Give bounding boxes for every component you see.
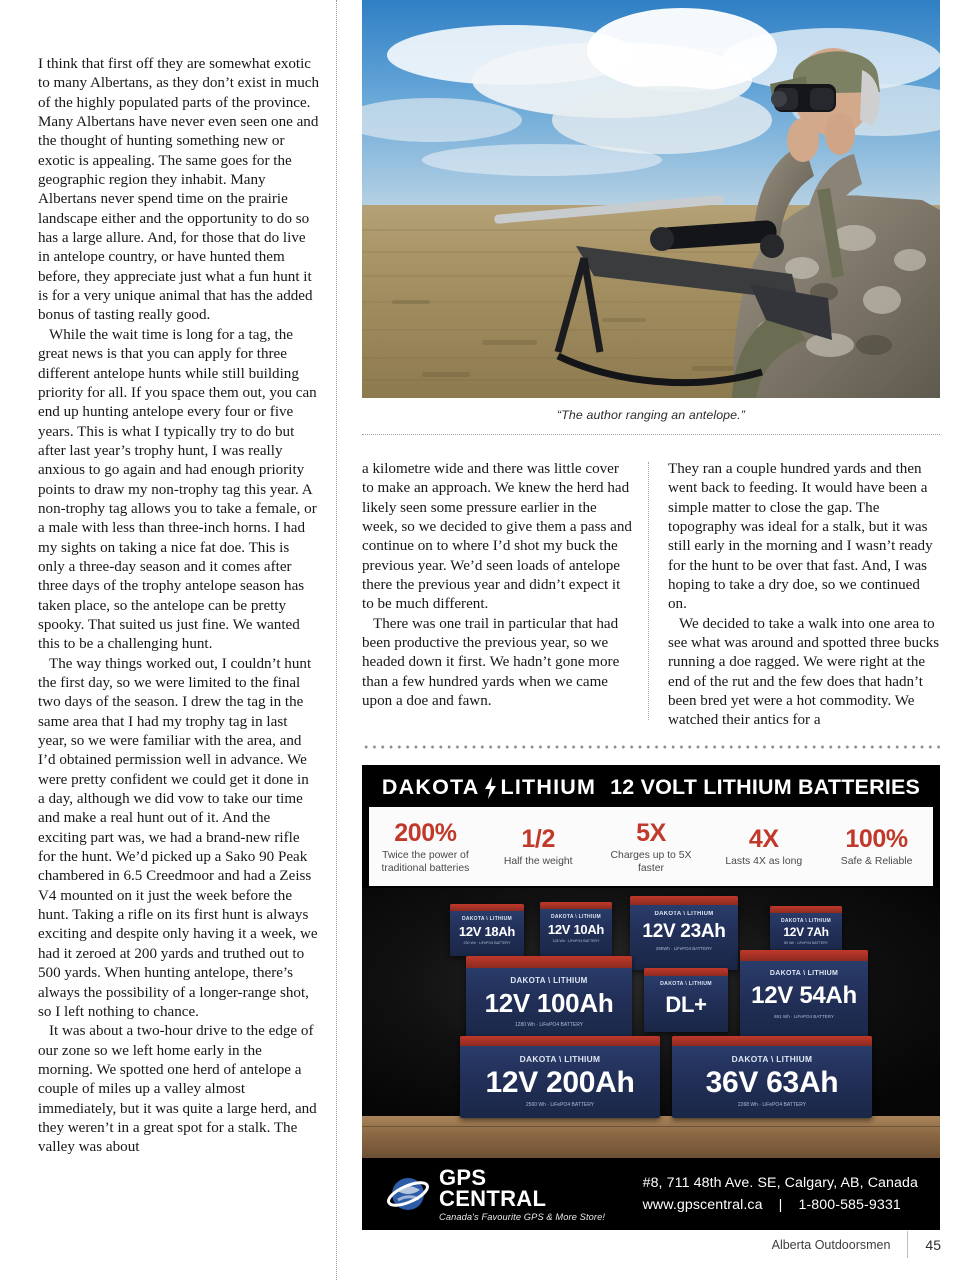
battery-12v-100ah: DAKOTA \ LITHIUM 12V 100Ah 1280 Wh · LiFePO4 BATTERY xyxy=(466,956,632,1040)
lightning-bolt-icon xyxy=(484,777,497,799)
hunter-photo-illustration xyxy=(362,0,940,398)
advertisement-dakota-lithium[interactable] xyxy=(362,765,940,1230)
contact-separator: | xyxy=(778,1197,783,1213)
column-divider-mid xyxy=(648,462,649,720)
globe-icon xyxy=(386,1172,430,1216)
ad-header xyxy=(362,765,940,807)
column-divider-main xyxy=(336,0,337,1280)
wood-shelf xyxy=(362,1116,940,1158)
ad-stat xyxy=(820,825,933,868)
ad-footer-gps-central xyxy=(362,1158,940,1230)
article-column-1 xyxy=(38,55,319,1158)
gps-tagline: Canada's Favourite GPS & More Store! xyxy=(439,1211,606,1222)
photo-caption: “The author ranging an antelope.” xyxy=(557,408,745,422)
ad-stat xyxy=(369,819,482,875)
paragraph: They ran a couple hundred yards and then went back to feeding. It would have been a simple matter to close the gap. The topography was ideal for a stalk, but it was still early in the morning and I wasn’t ready for the hunt to be over that fast. And, I was hoping to take a dry doe, so we continued on. xyxy=(668,461,933,613)
paragraph: While the wait time is long for a tag, the great news is that you can apply for three different antelope hunts while still building priority for all. If you space them out, you can end up hunting antelope every four or five years. This is what I typically try to do but after last year’s trophy hunt, I was really anxious to go again and had enough priority points to draw my non-trophy tag this year. A non-trophy tag allows you to take a female, or a male with less than three-inch horns. I had my sights on taking a nice fat doe. This is only a three-day season and it comes after three days of the trophy antelope season has taken place, so the antelope can be pretty spooky. That suited us just fine. We wanted this to be a challenging hunt. xyxy=(38,326,317,653)
ad-stat xyxy=(595,819,708,875)
article-photo xyxy=(362,0,940,398)
ad-product-photo xyxy=(362,888,940,1158)
gps-central-wordmark xyxy=(439,1164,606,1222)
paragraph: a kilometre wide and there was little cover to make an approach. We knew the herd had likely seen some pressure earlier in the week, so we decided to give them a pass and continue on to where I’d shot my buck the previous year. We’d seen loads of antelope there the previous year and didn’t expect it to be much different. xyxy=(362,461,632,613)
battery-12v-18ah: DAKOTA \ LITHIUM 12V 18Ah 230 Wh · LiFePO4 BATTERY xyxy=(450,904,524,956)
gps-logo-line2: CENTRAL xyxy=(439,1185,547,1211)
paragraph: The way things worked out, I couldn’t hunt the first day, so we were limited to the final two days of the season. I drew the tag in the same area that I had my trophy tag in last year, so we were familiar with the area, and I’d obtained permission well in advance. We were pretty confident we could get it done in a day, although we did vow to take our time and make a real hunt out of it. And the exciting part was, we had a brand-new rifle for the hunt. We’d picked up a Sako 90 Peak chambered in 6.5 Creedmoor and had a Zeiss V4 mounted on it just the week before the hunt. Taking a rifle on its first hunt is always exciting and despite only having it a week, we had it zeroed at 200 yards and truthed out to 500 yards. When hunting antelope, there’s always the possibility of a longer-range shot, so I left nothing to chance. xyxy=(38,655,318,1020)
paragraph: I think that first off they are somewhat exotic to many Albertans, as they don’t exist in much of the highly populated parts of the province. Many Albertans have never even seen one and the thought of hunting something new or exotic is appealing. The same goes for the geographic region they inhabit. Many Albertans never spend time on the prairie landscape either and the opportunity to do so has a large allure. And, for those that do live in antelope country, or have hunted them before, they appreciate just what a fun hunt it is for a very unique animal that has the added bonus of tasting really good. xyxy=(38,56,320,324)
ad-stat-value: 1/2 xyxy=(521,825,555,853)
publication-name: Alberta Outdoorsmen xyxy=(771,1237,891,1252)
gps-address: #8, 711 48th Ave. SE, Calgary, AB, Canada xyxy=(642,1175,918,1191)
paragraph: There was one trail in particular that had been productive the previous year, so we headed down it first. We hadn’t gone more than a few hundred yards when we came upon a doe and fawn. xyxy=(362,615,620,710)
gps-central-logo xyxy=(386,1164,606,1222)
ad-stat-value: 5X xyxy=(636,818,666,847)
gps-logo-line1: GPS xyxy=(439,1164,487,1190)
caption-divider xyxy=(362,434,940,435)
ad-stat-value: 4X xyxy=(748,825,779,853)
ad-brand-name: DAKOTA xyxy=(381,775,480,799)
ad-headline: 12 VOLT LITHIUM BATTERIES xyxy=(610,775,921,799)
gps-phone[interactable]: 1-800-585-9331 xyxy=(798,1197,901,1213)
ad-brand-logo xyxy=(382,775,596,800)
battery-12v-10ah: DAKOTA \ LITHIUM 12V 10Ah 128 Wh · LiFePO4 BATTERY xyxy=(540,902,612,956)
gps-contact-info xyxy=(643,1172,918,1216)
page-number: 45 xyxy=(925,1236,941,1253)
ad-stat xyxy=(482,825,595,868)
ad-stat-value: 200% xyxy=(394,818,457,847)
ad-stat-label: Twice the power of traditional batteries xyxy=(381,849,470,874)
battery-12v-7ah: DAKOTA \ LITHIUM 12V 7Ah 89 Wh · LiFePO4 BATTERY xyxy=(770,906,842,956)
article-column-3 xyxy=(668,460,940,731)
ad-stat xyxy=(707,825,820,868)
battery-36v-63ah: DAKOTA \ LITHIUM 36V 63Ah 2268 Wh · LiFePO4 BATTERY xyxy=(672,1036,872,1118)
paragraph: It was about a two-hour drive to the edge of our zone so we left home early in the morning. We spotted one herd of antelope a couple of miles up a valley almost immediately, but it was quite a large herd, and they weren’t in a great spot for a stalk. The valley was about xyxy=(38,1023,317,1156)
battery-dl-plus: DAKOTA \ LITHIUM DL+ xyxy=(644,968,728,1032)
ad-divider xyxy=(362,745,940,749)
ad-stat-label: Safe & Reliable xyxy=(840,856,913,867)
ad-brand-name-2: LITHIUM xyxy=(500,775,597,799)
battery-12v-200ah: DAKOTA \ LITHIUM 12V 200Ah 2560 Wh · LiFePO4 BATTERY xyxy=(460,1036,660,1118)
gps-website[interactable]: www.gpscentral.ca xyxy=(642,1197,763,1213)
article-column-2 xyxy=(362,460,634,711)
ad-stats-row xyxy=(369,807,933,886)
ad-stat-label: Lasts 4X as long xyxy=(725,856,803,867)
paragraph: We decided to take a walk into one area to see what was around and spotted three bucks running a doe ragged. We were right at the end of the rut and the few does that hadn’t been bred yet were a hot commodity. We watched their antics for a xyxy=(668,615,940,729)
ad-stat-label: Charges up to 5X faster xyxy=(610,849,692,874)
battery-12v-23ah: DAKOTA \ LITHIUM 12V 23Ah 295Wh · LiFePO4 BATTERY xyxy=(630,896,738,970)
battery-12v-54ah: DAKOTA \ LITHIUM 12V 54Ah 691 Wh · LiFePO4 BATTERY xyxy=(740,950,868,1042)
ad-stat-value: 100% xyxy=(845,825,908,853)
page-footer xyxy=(0,1231,941,1258)
ad-stat-label: Half the weight xyxy=(503,856,573,867)
